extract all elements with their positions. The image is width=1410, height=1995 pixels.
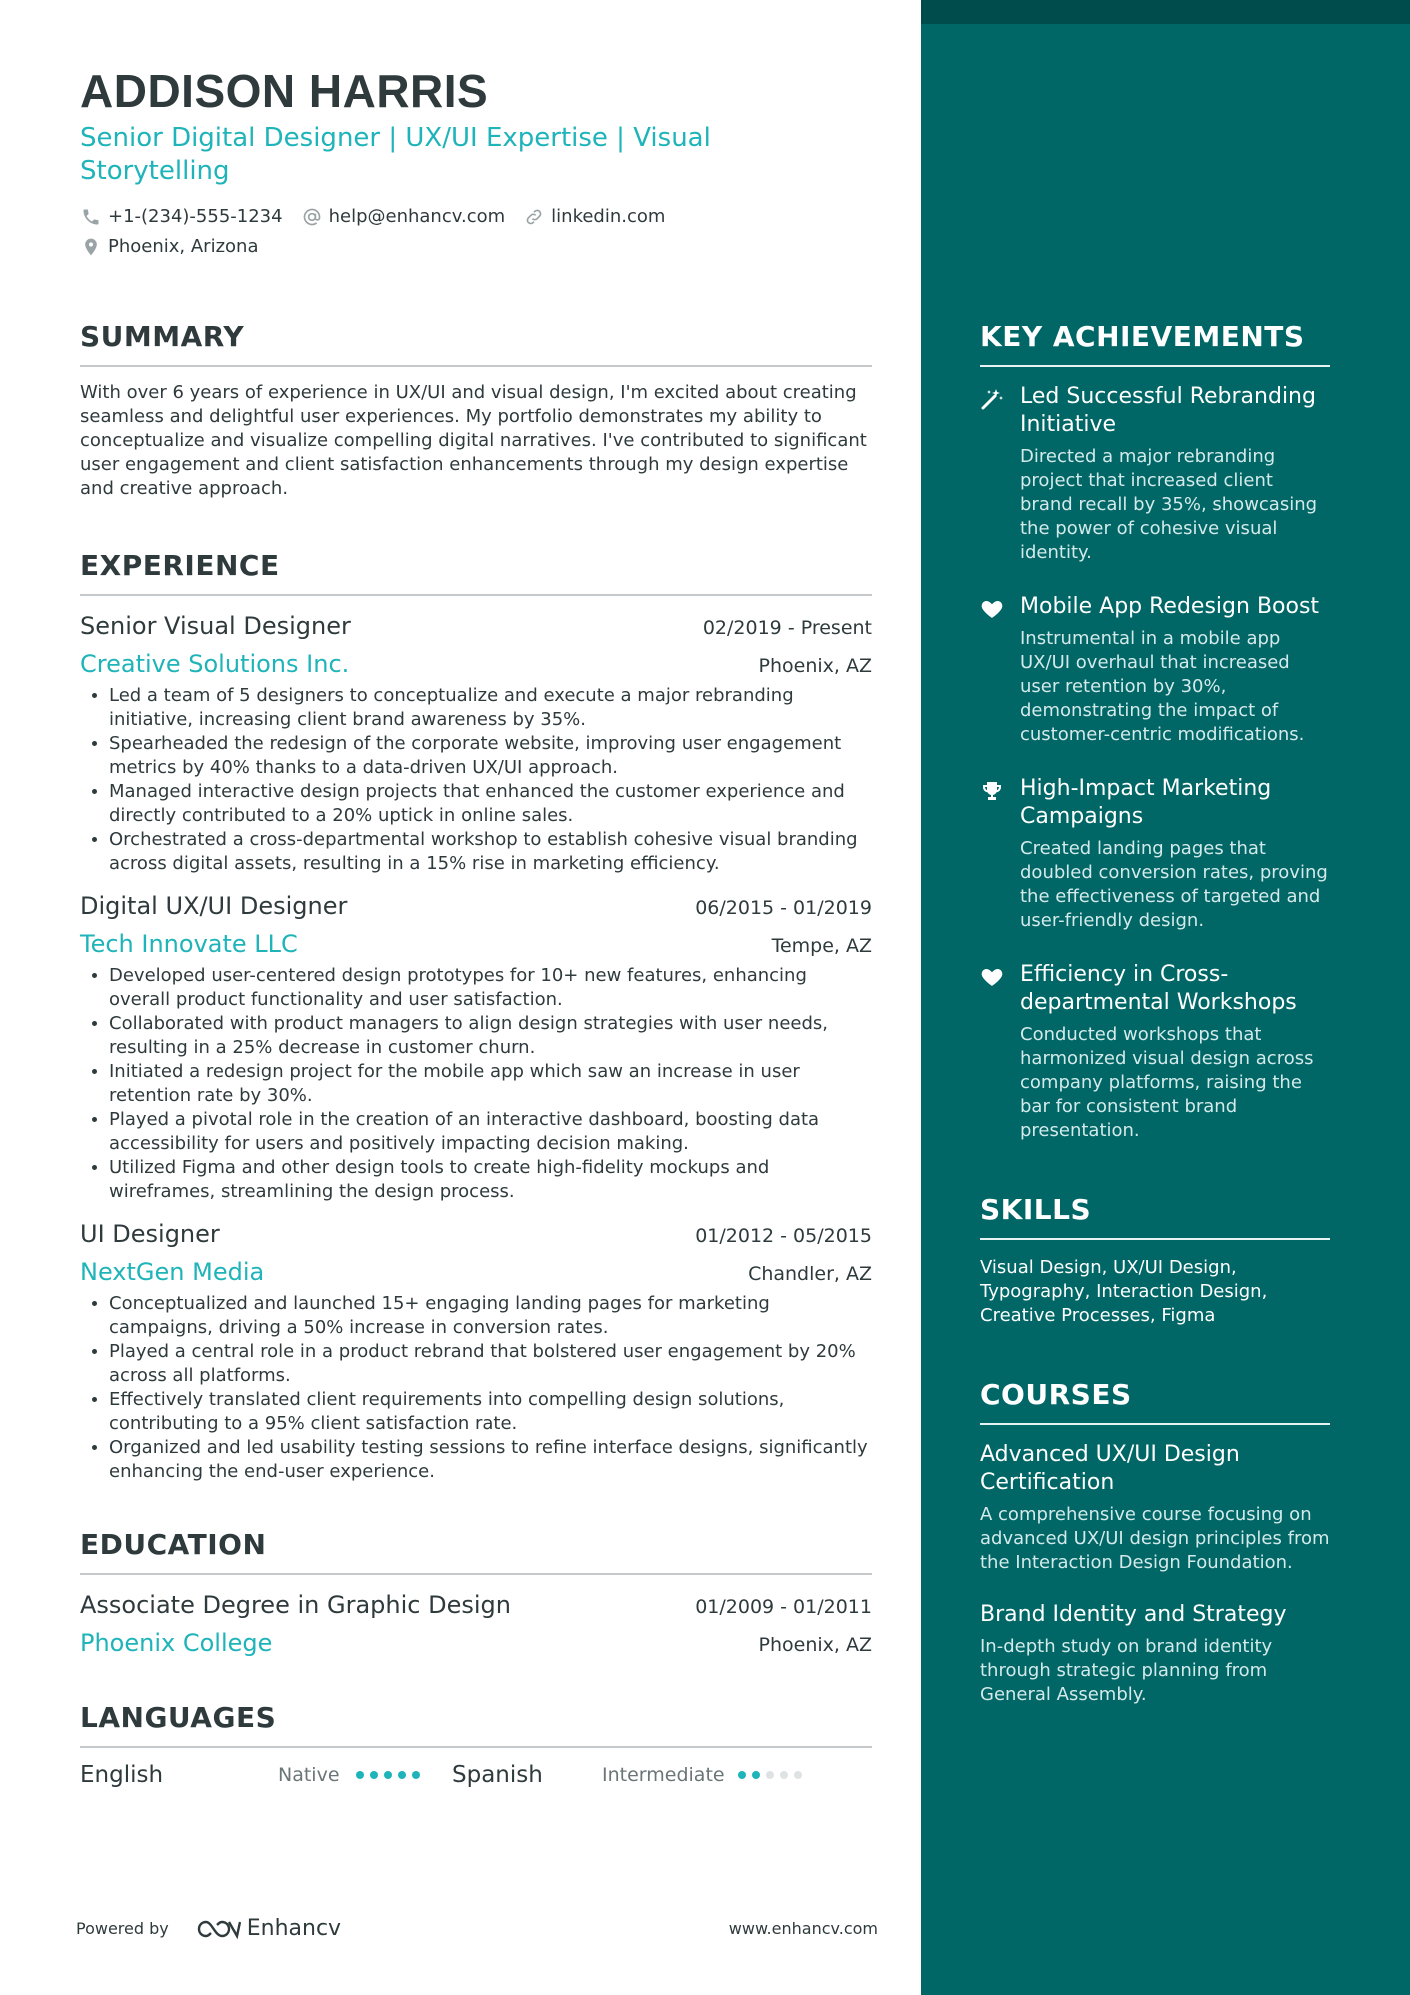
location-text: Phoenix, Arizona: [108, 236, 259, 257]
course-title: Advanced UX/UI Design Certification: [980, 1442, 1240, 1495]
job-bullets: [80, 964, 872, 1204]
job-date: 06/2015 - 01/2019: [695, 897, 872, 919]
language-proficiency-dots: [356, 1771, 436, 1779]
experience-title: EXPERIENCE: [80, 549, 872, 596]
achievement-title: High-Impact Marketing Campaigns: [1020, 776, 1272, 829]
courses-title: COURSES: [980, 1378, 1330, 1425]
job-date: 01/2012 - 05/2015: [695, 1225, 872, 1247]
achievement-desc: Created landing pages that doubled conversion rates, proving the effectiveness of targeted and user-friendly design.: [1020, 838, 1328, 931]
linkedin-text: linkedin.com: [551, 206, 666, 227]
achievement-title: Led Successful Rebranding Initiative: [1020, 384, 1316, 437]
website-link[interactable]: www.enhancv.com: [728, 1919, 878, 1938]
sidebar-content: [980, 320, 1330, 1707]
contact-email[interactable]: [301, 202, 506, 232]
contact-phone: [80, 202, 283, 232]
bullet-item: • Effectively translated client requirements into compelling design solutions, contributing to a 95% client satisfaction rate.: [109, 1388, 872, 1436]
bullet-item: • Managed interactive design projects that enhanced the customer experience and directly contributed to a 20% uptick in online sales.: [109, 780, 872, 828]
phone-text: +1-(234)-555-1234: [108, 206, 283, 227]
sidebar-top-band: [921, 0, 1410, 24]
headline: Senior Digital Designer | UX/UI Expertise | Visual Storytelling: [80, 123, 711, 186]
bullet-item: • Organized and led usability testing sessions to refine interface designs, significantly enhancing the end-user experience.: [109, 1436, 872, 1484]
bullet-item: • Orchestrated a cross-departmental workshop to establish cohesive visual branding across digital assets, resulting in a 15% rise in marketing efficiency.: [109, 828, 872, 876]
school-location: Phoenix, AZ: [758, 1634, 872, 1656]
proficiency-dot-filled: [356, 1771, 364, 1779]
bullet-item: • Utilized Figma and other design tools to create high-fidelity mockups and wireframes, streamlining the design process.: [109, 1156, 872, 1204]
summary-section: [80, 320, 872, 501]
heart-icon: [980, 961, 1020, 1143]
company-name: Tech Innovate LLC: [80, 930, 298, 958]
job-entry: [80, 1220, 872, 1484]
proficiency-dot-empty: [794, 1771, 802, 1779]
bullet-item: • Initiated a redesign project for the mobile app which saw an increase in user retention rate by 30%.: [109, 1060, 872, 1108]
email-text: help@enhancv.com: [328, 206, 506, 227]
proficiency-dot-empty: [780, 1771, 788, 1779]
education-section: [80, 1528, 872, 1657]
job-location: Chandler, AZ: [748, 1263, 872, 1285]
course-title: Brand Identity and Strategy: [980, 1602, 1287, 1627]
degree-title: Associate Degree in Graphic Design: [80, 1591, 511, 1619]
link-icon: [523, 206, 545, 228]
achievement-desc: Directed a major rebranding project that increased client brand recall by 35%, showcasing the power of cohesive visual identity.: [1020, 446, 1318, 563]
proficiency-dot-filled: [398, 1771, 406, 1779]
contact-info: [80, 202, 872, 262]
brand-text: Enhancv: [246, 1916, 342, 1941]
achievement-title: Efficiency in Cross-departmental Workshops: [1020, 962, 1297, 1015]
languages-section: [80, 1701, 872, 1788]
footer: [76, 1916, 878, 1941]
bullet-item: • Played a central role in a product rebrand that bolstered user engagement by 20% across all platforms.: [109, 1340, 872, 1388]
company-name: Creative Solutions Inc.: [80, 650, 350, 678]
language-level: Intermediate: [602, 1764, 725, 1786]
at-icon: [301, 206, 323, 228]
trophy-icon: [980, 775, 1020, 933]
course-item: [980, 1601, 1330, 1707]
achievement-desc: Instrumental in a mobile app UX/UI overhaul that increased user retention by 30%, demonstrating the impact of customer-centric modifications.: [1020, 628, 1305, 745]
job-title: UI Designer: [80, 1220, 220, 1248]
achievements-title: KEY ACHIEVEMENTS: [980, 320, 1330, 367]
bullet-item: • Led a team of 5 designers to conceptualize and execute a major rebranding initiative, increasing client brand awareness by 35%.: [109, 684, 872, 732]
contact-linkedin[interactable]: [523, 202, 665, 232]
achievement-item: [980, 961, 1330, 1143]
job-location: Phoenix, AZ: [758, 655, 872, 677]
company-name: NextGen Media: [80, 1258, 265, 1286]
summary-title: SUMMARY: [80, 320, 872, 367]
powered-by: [76, 1916, 341, 1941]
proficiency-dot-filled: [384, 1771, 392, 1779]
achievement-title: Mobile App Redesign Boost: [1020, 594, 1320, 619]
education-title: EDUCATION: [80, 1528, 872, 1575]
proficiency-dot-empty: [766, 1771, 774, 1779]
language-name: English: [80, 1762, 164, 1788]
job-entry: [80, 892, 872, 1204]
heart-icon: [980, 593, 1020, 747]
job-bullets: [80, 684, 872, 876]
language-level: Native: [278, 1764, 340, 1786]
education-date: 01/2009 - 01/2011: [695, 1596, 872, 1618]
languages-row: [80, 1762, 872, 1788]
phone-icon: [80, 206, 102, 228]
skills-text: Visual Design, UX/UI Design, Typography, Interaction Design, Creative Processes, Figma: [980, 1257, 1268, 1326]
school-name: Phoenix College: [80, 1629, 273, 1657]
bullet-item: • Played a pivotal role in the creation of an interactive dashboard, boosting data accessibility for users and positively impacting decision making.: [109, 1108, 872, 1156]
job-title: Digital UX/UI Designer: [80, 892, 348, 920]
languages-title: LANGUAGES: [80, 1701, 872, 1748]
job-date: 02/2019 - Present: [702, 617, 872, 639]
bullet-item: • Collaborated with product managers to align design strategies with user needs, resulting in a 25% decrease in customer churn.: [109, 1012, 872, 1060]
job-location: Tempe, AZ: [771, 935, 872, 957]
enhancv-logo-icon: [195, 1918, 241, 1940]
contact-location: [80, 232, 258, 262]
bullet-item: • Conceptualized and launched 15+ engaging landing pages for marketing campaigns, driving a 50% increase in conversion rates.: [109, 1292, 872, 1340]
courses-section: [980, 1378, 1330, 1707]
enhancv-logo[interactable]: [195, 1916, 341, 1941]
proficiency-dot-filled: [412, 1771, 420, 1779]
proficiency-dot-filled: [370, 1771, 378, 1779]
job-bullets: [80, 1292, 872, 1484]
main-column: [80, 62, 872, 1788]
proficiency-dot-filled: [738, 1771, 746, 1779]
achievement-item: [980, 593, 1330, 747]
summary-text: With over 6 years of experience in UX/UI and visual design, I'm excited about creating seamless and delightful user experiences. My portfolio demonstrates my ability to conceptualize and visualize compelling digital narratives. I've contributed to significant user engagement and client satisfaction enhancements through my design expertise and creative approach.: [80, 382, 867, 499]
course-desc: A comprehensive course focusing on advanced UX/UI design principles from the Interaction Design Foundation.: [980, 1504, 1330, 1573]
skills-section: [980, 1193, 1330, 1328]
education-entry: [80, 1591, 872, 1657]
achievement-item: [980, 775, 1330, 933]
language-name: Spanish: [452, 1762, 543, 1788]
powered-by-text: Powered by: [76, 1919, 169, 1938]
location-pin-icon: [80, 236, 102, 258]
course-desc: In-depth study on brand identity through strategic planning from General Assembly.: [980, 1636, 1273, 1705]
achievement-desc: Conducted workshops that harmonized visual design across company platforms, raising the bar for consistent brand presentation.: [1020, 1024, 1314, 1141]
experience-section: [80, 549, 872, 1484]
candidate-name: ADDISON HARRIS: [80, 65, 489, 117]
bullet-item: • Spearheaded the redesign of the corporate website, improving user engagement metrics by 40% thanks to a data-driven UX/UI approach.: [109, 732, 872, 780]
skills-title: SKILLS: [980, 1193, 1330, 1240]
job-entry: [80, 612, 872, 876]
proficiency-dot-filled: [752, 1771, 760, 1779]
bullet-item: • Developed user-centered design prototypes for 10+ new features, enhancing overall product functionality and user satisfaction.: [109, 964, 872, 1012]
course-item: [980, 1441, 1330, 1575]
magic-wand-icon: [980, 383, 1020, 565]
job-title: Senior Visual Designer: [80, 612, 351, 640]
achievement-item: [980, 383, 1330, 565]
language-proficiency-dots: [738, 1771, 818, 1779]
